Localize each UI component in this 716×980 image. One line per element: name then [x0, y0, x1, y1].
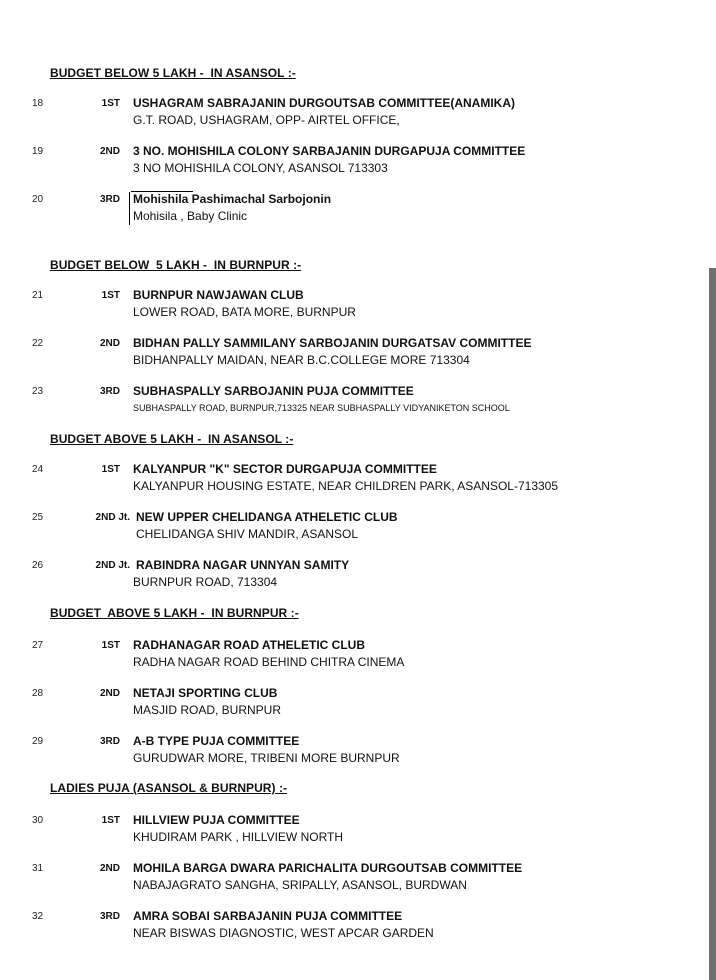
entry-address: NEAR BISWAS DIAGNOSTIC, WEST APCAR GARDEN: [133, 926, 434, 940]
entry-number: 27: [32, 640, 44, 651]
entry-address: MASJID ROAD, BURNPUR: [133, 703, 282, 717]
entry-number: 28: [32, 688, 44, 699]
section-heading-above-asansol: BUDGET ABOVE 5 LAKH - IN ASANSOL :-: [50, 432, 294, 446]
entry-number: 26: [32, 560, 44, 571]
entry-name: A-B TYPE PUJA COMMITTEE: [133, 734, 300, 748]
list-item: [0, 336, 716, 370]
entry-number: 18: [32, 98, 44, 109]
list-item: [0, 686, 716, 720]
entry-address: RADHA NAGAR ROAD BEHIND CHITRA CINEMA: [133, 655, 405, 669]
entry-address: KALYANPUR HOUSING ESTATE, NEAR CHILDREN PARK, ASANSOL-713305: [133, 479, 559, 493]
list-item: [0, 909, 716, 943]
entry-name: HILLVIEW PUJA COMMITTEE: [133, 813, 300, 827]
entry-rank: 3RD: [99, 194, 120, 205]
entry-number: 32: [32, 911, 44, 922]
entry-name: RADHANAGAR ROAD ATHELETIC CLUB: [133, 638, 365, 652]
entry-address: G.T. ROAD, USHAGRAM, OPP- AIRTEL OFFICE,: [133, 113, 400, 127]
entry-name: AMRA SOBAI SARBAJANIN PUJA COMMITTEE: [133, 909, 403, 923]
entry-rank: 2ND: [99, 863, 120, 874]
entry-rank: 3RD: [99, 911, 120, 922]
entry-number: 20: [32, 194, 44, 205]
list-item: [0, 192, 716, 226]
list-item: [0, 288, 716, 322]
entry-number: 19: [32, 146, 44, 157]
entry-rank: 2ND: [99, 688, 120, 699]
entry-rank: 2ND Jt.: [95, 560, 130, 571]
entry-number: 30: [32, 815, 44, 826]
list-item: [0, 384, 716, 418]
list-item: [0, 558, 716, 592]
section-heading-ladies-puja: LADIES PUJA (ASANSOL & BURNPUR) :-: [50, 781, 288, 795]
list-item: [0, 638, 716, 672]
entry-address: 3 NO MOHISHILA COLONY, ASANSOL 713303: [133, 161, 388, 175]
entry-name: NEW UPPER CHELIDANGA ATHELETIC CLUB: [136, 510, 398, 524]
entry-address: KHUDIRAM PARK , HILLVIEW NORTH: [133, 830, 344, 844]
entry-number: 31: [32, 863, 44, 874]
list-item: [0, 861, 716, 895]
list-item: [0, 734, 716, 768]
entry-address: LOWER ROAD, BATA MORE, BURNPUR: [133, 305, 356, 319]
entry-number: 29: [32, 736, 44, 747]
entry-rank: 2ND: [99, 338, 120, 349]
entry-address: BIDHANPALLY MAIDAN, NEAR B.C.COLLEGE MORE 713304: [133, 353, 470, 367]
entry-rank: 1ST: [101, 464, 120, 475]
section-heading-below-burnpur: BUDGET BELOW 5 LAKH - IN BURNPUR :-: [50, 258, 302, 272]
entry-rank: 2ND: [99, 146, 120, 157]
entry-address: NABAJAGRATO SANGHA, SRIPALLY, ASANSOL, BURDWAN: [133, 878, 467, 892]
entry-number: 25: [32, 512, 44, 523]
section-heading-above-burnpur: BUDGET ABOVE 5 LAKH - IN BURNPUR :-: [50, 606, 299, 620]
entry-name: NETAJI SPORTING CLUB: [133, 686, 278, 700]
entry-address: BURNPUR ROAD, 713304: [133, 575, 278, 589]
entry-name: USHAGRAM SABRAJANIN DURGOUTSAB COMMITTEE(ANAMIKA): [133, 96, 515, 110]
list-item: [0, 96, 716, 130]
entry-rank: 1ST: [101, 98, 120, 109]
entry-name: BIDHAN PALLY SAMMILANY SARBOJANIN DURGATSAV COMMITTEE: [133, 336, 532, 350]
entry-number: 22: [32, 338, 44, 349]
entry-name: 3 NO. MOHISHILA COLONY SARBAJANIN DURGAPUJA COMMITTEE: [133, 144, 526, 158]
entry-rank: 3RD: [99, 386, 120, 397]
entry-address: GURUDWAR MORE, TRIBENI MORE BURNPUR: [133, 751, 400, 765]
text-cursor-bar: [129, 192, 130, 225]
list-item: [0, 144, 716, 178]
entry-name: RABINDRA NAGAR UNNYAN SAMITY: [136, 558, 350, 572]
section-heading-below-asansol: BUDGET BELOW 5 LAKH - IN ASANSOL :-: [50, 66, 296, 80]
list-item: [0, 510, 716, 544]
entry-address: CHELIDANGA SHIV MANDIR, ASANSOL: [136, 527, 359, 541]
list-item: [0, 813, 716, 847]
entry-rank: 1ST: [101, 815, 120, 826]
entry-rank: 2ND Jt.: [95, 512, 130, 523]
entry-number: 21: [32, 290, 44, 301]
entry-name: SUBHASPALLY SARBOJANIN PUJA COMMITTEE: [133, 384, 414, 398]
list-item: [0, 462, 716, 496]
entry-number: 23: [32, 386, 44, 397]
entry-rank: 1ST: [101, 290, 120, 301]
entry-rank: 3RD: [99, 736, 120, 747]
entry-address: SUBHASPALLY ROAD, BURNPUR,713325 NEAR SUBHASPALLY VIDYANIKETON SCHOOL: [133, 403, 510, 413]
entry-number: 24: [32, 464, 44, 475]
entry-rank: 1ST: [101, 640, 120, 651]
entry-name[interactable]: Mohishila Pashimachal Sarbojonin: [133, 192, 332, 206]
vertical-scrollbar[interactable]: [709, 268, 716, 980]
entry-address[interactable]: Mohisila , Baby Clinic: [133, 209, 248, 223]
entry-name: BURNPUR NAWJAWAN CLUB: [133, 288, 304, 302]
entry-name: MOHILA BARGA DWARA PARICHALITA DURGOUTSAB COMMITTEE: [133, 861, 523, 875]
entry-name: KALYANPUR "K" SECTOR DURGAPUJA COMMITTEE: [133, 462, 437, 476]
